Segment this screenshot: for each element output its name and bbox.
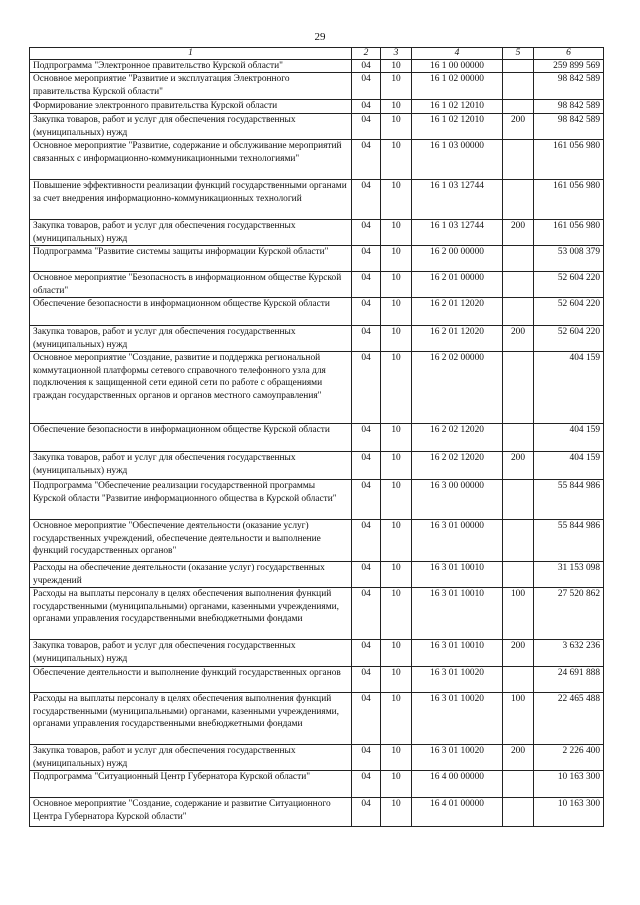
row-target-article-cell: 16 2 02 12020 xyxy=(412,424,503,452)
row-section-cell: 04 xyxy=(352,180,381,220)
row-target-article-cell: 16 2 01 12020 xyxy=(412,326,503,352)
table-row xyxy=(30,798,604,827)
table-row xyxy=(30,588,604,640)
row-target-article-cell: 16 2 00 00000 xyxy=(412,246,503,272)
row-section-cell: 04 xyxy=(352,640,381,667)
header-col-expense-type: 5 xyxy=(503,48,534,60)
table-row xyxy=(30,640,604,667)
row-name-cell: Закупка товаров, работ и услуг для обеспечения государственных (муниципальных) нужд xyxy=(30,326,352,352)
row-expense-type-cell xyxy=(503,100,534,114)
row-name-cell: Расходы на обеспечение деятельности (оказание услуг) государственных учреждений xyxy=(30,562,352,588)
budget-table xyxy=(29,47,604,827)
row-name-cell: Расходы на выплаты персоналу в целях обеспечения выполнения функций государственными (муниципальными) органами, казенными учреждениями, органами управления государственными внебюджетными фондами xyxy=(30,588,352,640)
table-row xyxy=(30,114,604,140)
page-number: 29 xyxy=(314,31,326,43)
row-target-article-cell: 16 3 01 00000 xyxy=(412,520,503,562)
row-expense-type-cell: 200 xyxy=(503,745,534,771)
row-amount-cell: 161 056 980 xyxy=(534,140,604,180)
row-expense-type-cell xyxy=(503,272,534,298)
row-target-article-cell: 16 4 00 00000 xyxy=(412,771,503,798)
row-target-article-cell: 16 1 00 00000 xyxy=(412,60,503,73)
row-name-cell: Основное мероприятие "Создание, содержание и развитие Ситуационного Центра Губернатора Курской области" xyxy=(30,798,352,827)
row-subsection-cell: 10 xyxy=(381,352,412,424)
row-name-cell: Повышение эффективности реализации функций государственными органами за счет внедрения информационно-коммуникационных технологий xyxy=(30,180,352,220)
row-subsection-cell: 10 xyxy=(381,480,412,520)
row-subsection-cell: 10 xyxy=(381,520,412,562)
row-section-cell: 04 xyxy=(352,73,381,100)
table-row xyxy=(30,424,604,452)
row-expense-type-cell xyxy=(503,140,534,180)
row-amount-cell: 98 842 589 xyxy=(534,100,604,114)
header-col-section: 2 xyxy=(352,48,381,60)
row-section-cell: 04 xyxy=(352,745,381,771)
row-section-cell: 04 xyxy=(352,220,381,246)
row-target-article-cell: 16 3 01 10010 xyxy=(412,562,503,588)
row-subsection-cell: 10 xyxy=(381,272,412,298)
row-section-cell: 04 xyxy=(352,520,381,562)
row-target-article-cell: 16 2 01 12020 xyxy=(412,298,503,326)
row-expense-type-cell: 200 xyxy=(503,114,534,140)
row-amount-cell: 98 842 589 xyxy=(534,114,604,140)
table-row xyxy=(30,352,604,424)
row-amount-cell: 22 465 488 xyxy=(534,693,604,745)
row-expense-type-cell xyxy=(503,771,534,798)
row-amount-cell: 10 163 300 xyxy=(534,771,604,798)
row-expense-type-cell xyxy=(503,520,534,562)
row-section-cell: 04 xyxy=(352,60,381,73)
row-expense-type-cell: 100 xyxy=(503,588,534,640)
row-target-article-cell: 16 1 03 12744 xyxy=(412,180,503,220)
row-subsection-cell: 10 xyxy=(381,452,412,480)
row-expense-type-cell: 200 xyxy=(503,640,534,667)
row-section-cell: 04 xyxy=(352,562,381,588)
row-name-cell: Подпрограмма "Развитие системы защиты информации Курской области" xyxy=(30,246,352,272)
row-subsection-cell: 10 xyxy=(381,771,412,798)
row-target-article-cell: 16 1 03 12744 xyxy=(412,220,503,246)
row-amount-cell: 98 842 589 xyxy=(534,73,604,100)
row-amount-cell: 404 159 xyxy=(534,424,604,452)
row-section-cell: 04 xyxy=(352,100,381,114)
row-expense-type-cell xyxy=(503,73,534,100)
row-section-cell: 04 xyxy=(352,326,381,352)
row-name-cell: Закупка товаров, работ и услуг для обеспечения государственных (муниципальных) нужд xyxy=(30,220,352,246)
row-amount-cell: 55 844 986 xyxy=(534,480,604,520)
row-name-cell: Основное мероприятие "Обеспечение деятельности (оказание услуг) государственных учреждений, обеспечение деятельности и выполнение функций государственных органов" xyxy=(30,520,352,562)
row-name-cell: Закупка товаров, работ и услуг для обеспечения государственных (муниципальных) нужд xyxy=(30,452,352,480)
table-row xyxy=(30,693,604,745)
table-row xyxy=(30,180,604,220)
row-name-cell: Обеспечение деятельности и выполнение функций государственных органов xyxy=(30,667,352,693)
row-name-cell: Основное мероприятие "Развитие, содержание и обслуживание мероприятий связанных с информационно-коммуникационными технологиями" xyxy=(30,140,352,180)
row-section-cell: 04 xyxy=(352,298,381,326)
row-expense-type-cell xyxy=(503,352,534,424)
row-expense-type-cell xyxy=(503,667,534,693)
row-amount-cell: 259 899 569 xyxy=(534,60,604,73)
row-subsection-cell: 10 xyxy=(381,246,412,272)
row-section-cell: 04 xyxy=(352,246,381,272)
row-name-cell: Расходы на выплаты персоналу в целях обеспечения выполнения функций государственными (муниципальными) органами, казенными учреждениями, органами управления государственными внебюджетными фондами xyxy=(30,693,352,745)
row-amount-cell: 10 163 300 xyxy=(534,798,604,827)
row-subsection-cell: 10 xyxy=(381,220,412,246)
row-target-article-cell: 16 1 02 00000 xyxy=(412,73,503,100)
row-expense-type-cell xyxy=(503,798,534,827)
row-name-cell: Закупка товаров, работ и услуг для обеспечения государственных (муниципальных) нужд xyxy=(30,114,352,140)
row-target-article-cell: 16 3 00 00000 xyxy=(412,480,503,520)
row-section-cell: 04 xyxy=(352,667,381,693)
table-row xyxy=(30,562,604,588)
row-amount-cell: 161 056 980 xyxy=(534,180,604,220)
row-target-article-cell: 16 4 01 00000 xyxy=(412,798,503,827)
table-body xyxy=(30,60,604,827)
row-subsection-cell: 10 xyxy=(381,667,412,693)
row-target-article-cell: 16 3 01 10020 xyxy=(412,667,503,693)
row-amount-cell: 404 159 xyxy=(534,352,604,424)
row-expense-type-cell xyxy=(503,180,534,220)
table-row xyxy=(30,100,604,114)
table-header xyxy=(30,48,604,60)
row-amount-cell: 161 056 980 xyxy=(534,220,604,246)
row-subsection-cell: 10 xyxy=(381,798,412,827)
row-target-article-cell: 16 2 01 00000 xyxy=(412,272,503,298)
row-name-cell: Закупка товаров, работ и услуг для обеспечения государственных (муниципальных) нужд xyxy=(30,745,352,771)
row-subsection-cell: 10 xyxy=(381,326,412,352)
row-name-cell: Подпрограмма "Обеспечение реализации государственной программы Курской области "Развитие информационного общества в Курской области" xyxy=(30,480,352,520)
row-amount-cell: 27 520 862 xyxy=(534,588,604,640)
row-subsection-cell: 10 xyxy=(381,100,412,114)
table-row xyxy=(30,272,604,298)
row-target-article-cell: 16 1 03 00000 xyxy=(412,140,503,180)
row-section-cell: 04 xyxy=(352,771,381,798)
row-name-cell: Основное мероприятие "Безопасность в информационном обществе Курской области" xyxy=(30,272,352,298)
row-expense-type-cell: 200 xyxy=(503,220,534,246)
row-section-cell: 04 xyxy=(352,588,381,640)
row-expense-type-cell: 200 xyxy=(503,452,534,480)
row-section-cell: 04 xyxy=(352,424,381,452)
row-name-cell: Основное мероприятие "Создание, развитие и поддержка региональной коммутационной платформы сетевого справочного телефонного узла для подключения к защищенной сети единой сети по работе с обращениями граждан государственных органов и органов местного самоуправления" xyxy=(30,352,352,424)
row-subsection-cell: 10 xyxy=(381,73,412,100)
table-row xyxy=(30,745,604,771)
table-row xyxy=(30,73,604,100)
row-section-cell: 04 xyxy=(352,452,381,480)
row-section-cell: 04 xyxy=(352,140,381,180)
row-expense-type-cell xyxy=(503,298,534,326)
table-row xyxy=(30,246,604,272)
row-amount-cell: 3 632 236 xyxy=(534,640,604,667)
row-amount-cell: 24 691 888 xyxy=(534,667,604,693)
header-col-amount: 6 xyxy=(534,48,604,60)
row-name-cell: Обеспечение безопасности в информационном обществе Курской области xyxy=(30,298,352,326)
row-subsection-cell: 10 xyxy=(381,60,412,73)
row-subsection-cell: 10 xyxy=(381,562,412,588)
table-row xyxy=(30,60,604,73)
row-target-article-cell: 16 3 01 10010 xyxy=(412,640,503,667)
row-expense-type-cell: 200 xyxy=(503,326,534,352)
row-name-cell: Формирование электронного правительства Курской области xyxy=(30,100,352,114)
row-amount-cell: 2 226 400 xyxy=(534,745,604,771)
table-row xyxy=(30,298,604,326)
row-amount-cell: 53 008 379 xyxy=(534,246,604,272)
row-subsection-cell: 10 xyxy=(381,424,412,452)
table-row xyxy=(30,326,604,352)
row-expense-type-cell xyxy=(503,562,534,588)
header-col-subsection: 3 xyxy=(381,48,412,60)
row-expense-type-cell: 100 xyxy=(503,693,534,745)
table-row xyxy=(30,220,604,246)
table-row xyxy=(30,520,604,562)
header-col-name: 1 xyxy=(30,48,352,60)
row-subsection-cell: 10 xyxy=(381,114,412,140)
table-row xyxy=(30,667,604,693)
row-name-cell: Обеспечение безопасности в информационном обществе Курской области xyxy=(30,424,352,452)
row-subsection-cell: 10 xyxy=(381,298,412,326)
header-row xyxy=(30,48,604,60)
row-subsection-cell: 10 xyxy=(381,588,412,640)
row-name-cell: Основное мероприятие "Развитие и эксплуатация Электронного правительства Курской области" xyxy=(30,73,352,100)
row-section-cell: 04 xyxy=(352,272,381,298)
row-amount-cell: 52 604 220 xyxy=(534,298,604,326)
row-subsection-cell: 10 xyxy=(381,140,412,180)
table-row xyxy=(30,140,604,180)
row-name-cell: Закупка товаров, работ и услуг для обеспечения государственных (муниципальных) нужд xyxy=(30,640,352,667)
row-amount-cell: 55 844 986 xyxy=(534,520,604,562)
row-expense-type-cell xyxy=(503,246,534,272)
row-section-cell: 04 xyxy=(352,352,381,424)
table-row xyxy=(30,771,604,798)
row-expense-type-cell xyxy=(503,424,534,452)
row-target-article-cell: 16 2 02 00000 xyxy=(412,352,503,424)
row-amount-cell: 52 604 220 xyxy=(534,326,604,352)
row-target-article-cell: 16 1 02 12010 xyxy=(412,100,503,114)
row-amount-cell: 31 153 098 xyxy=(534,562,604,588)
row-subsection-cell: 10 xyxy=(381,180,412,220)
table-row xyxy=(30,452,604,480)
row-section-cell: 04 xyxy=(352,114,381,140)
row-target-article-cell: 16 3 01 10020 xyxy=(412,745,503,771)
row-target-article-cell: 16 3 01 10010 xyxy=(412,588,503,640)
row-section-cell: 04 xyxy=(352,480,381,520)
row-amount-cell: 404 159 xyxy=(534,452,604,480)
row-target-article-cell: 16 3 01 10020 xyxy=(412,693,503,745)
row-name-cell: Подпрограмма "Электронное правительство Курской области" xyxy=(30,60,352,73)
row-name-cell: Подпрограмма "Ситуационный Центр Губернатора Курской области" xyxy=(30,771,352,798)
row-section-cell: 04 xyxy=(352,693,381,745)
row-section-cell: 04 xyxy=(352,798,381,827)
row-amount-cell: 52 604 220 xyxy=(534,272,604,298)
row-target-article-cell: 16 2 02 12020 xyxy=(412,452,503,480)
row-expense-type-cell xyxy=(503,480,534,520)
row-subsection-cell: 10 xyxy=(381,745,412,771)
row-expense-type-cell xyxy=(503,60,534,73)
header-col-target-article: 4 xyxy=(412,48,503,60)
row-target-article-cell: 16 1 02 12010 xyxy=(412,114,503,140)
row-subsection-cell: 10 xyxy=(381,693,412,745)
table-row xyxy=(30,480,604,520)
row-subsection-cell: 10 xyxy=(381,640,412,667)
